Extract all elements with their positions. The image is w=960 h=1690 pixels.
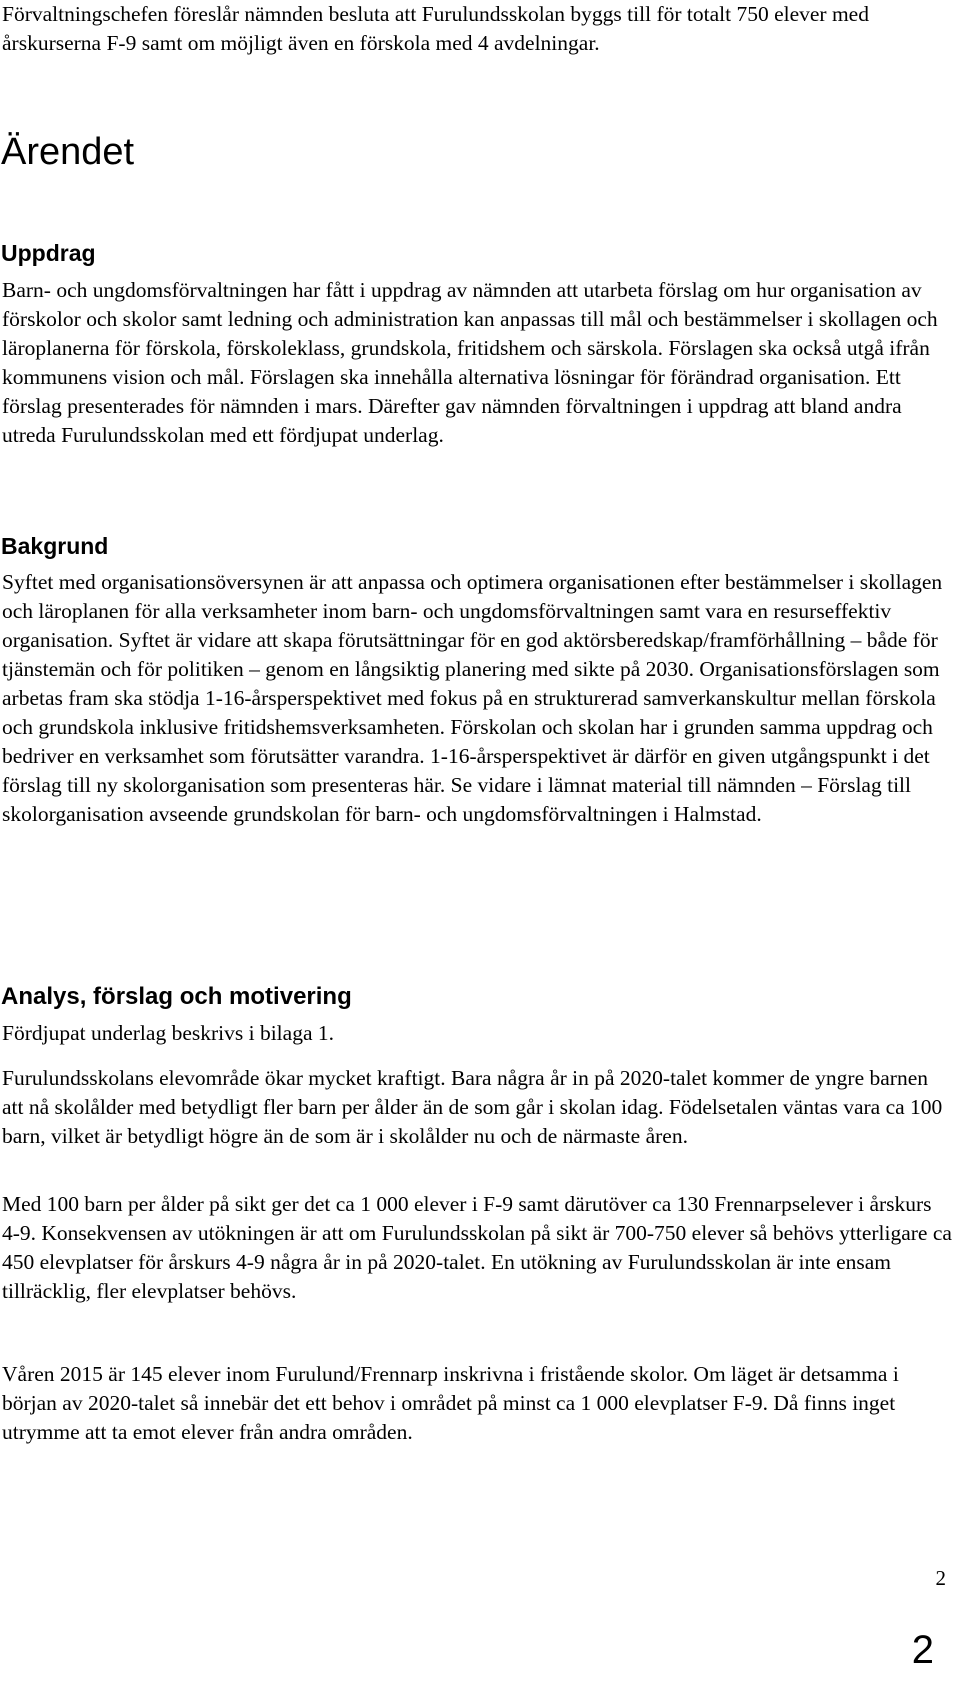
- bakgrund-paragraph: Syftet med organisationsöversynen är att anpassa och optimera organisationen efter bestämmelser i skollagen och läroplanen för alla verksamheter inom barn- och ungdomsförvaltningen samt vara en resurseffektiv organisation. Syftet är vidare att skapa förutsättningar för en god aktörsberedskap/framförhållning – både för tjänstemän och för politiken – genom en långsiktig planering med sikte på 2030. Organisationsförslagen som arbetas fram ska stödja 1-16-årsperspektivet med fokus på en strukturerad samverkanskultur mellan förskola och grundskola inklusive fritidshemsverksamheten. Förskolan och skolan har i grunden samma uppdrag och bedriver en verksamhet som förutsätter varandra. 1-16-årsperspektivet är därför en given utgångspunkt i det förslag till ny skolorganisation som presenteras här. Se vidare i lämnat material till nämnden – Förslag till skolorganisation avseende grundskolan för barn- och ungdomsförvaltningen i Halmstad.: [2, 570, 943, 826]
- page-title: Ärendet: [1, 131, 135, 173]
- uppdrag-paragraph: Barn- och ungdomsförvaltningen har fått i uppdrag av nämnden att utarbeta förslag om hur organisation av förskolor och skolor samt ledning och administration kan anpassas till mål och bestämmelser i skollagen och läroplanerna för förskola, förskoleklass, grundskola, fritidshem och särskola. Förslagen ska också utgå ifrån kommunens vision och mål. Förslagen ska innehålla alternativa lösningar för förändrad organisation. Ett förslag presenterades för nämnden i mars. Därefter gav nämnden förvaltningen i uppdrag att bland andra utreda Furulundsskolan med ett fördjupat underlag.: [2, 278, 938, 447]
- page-number-large: 2: [911, 1628, 934, 1672]
- analys-paragraph-2: Furulundsskolans elevområde ökar mycket kraftigt. Bara några år in på 2020-talet kommer de yngre barnen att nå skolålder med betydligt fler barn per ålder än de som går i skolan idag. Födelsetalen väntas vara ca 100 barn, vilket är betydligt högre än de som är i skolålder nu och de närmaste åren.: [2, 1066, 943, 1148]
- page-number-small: 2: [935, 1566, 946, 1590]
- section-heading-bakgrund: Bakgrund: [1, 533, 109, 559]
- analys-paragraph-3: Med 100 barn per ålder på sikt ger det ca 1 000 elever i F-9 samt därutöver ca 130 Frennarpselever i årskurs 4-9. Konsekvensen av utökningen är att om Furulundsskolan på sikt är 700-750 elever så behövs ytterligare ca 450 elevplatser för årskurs 4-9 några år in på 2020-talet. En utökning av Furulundsskolan är inte ensam tillräcklig, fler elevplatser behövs.: [2, 1192, 952, 1303]
- intro-paragraph: Förvaltningschefen föreslår nämnden besluta att Furulundsskolan byggs till för totalt 750 elever med årskurserna F-9 samt om möjligt även en förskola med 4 avdelningar.: [2, 2, 869, 55]
- section-heading-uppdrag: Uppdrag: [1, 240, 96, 266]
- analys-paragraph-1: Fördjupat underlag beskrivs i bilaga 1.: [2, 1021, 334, 1045]
- section-heading-analys: Analys, förslag och motivering: [1, 983, 352, 1010]
- analys-paragraph-4: Våren 2015 är 145 elever inom Furulund/Frennarp inskrivna i fristående skolor. Om läget är detsamma i början av 2020-talet så innebär det ett behov i området på minst ca 1 000 elevplatser F-9. Då finns inget utrymme att ta emot elever från andra områden.: [2, 1362, 899, 1444]
